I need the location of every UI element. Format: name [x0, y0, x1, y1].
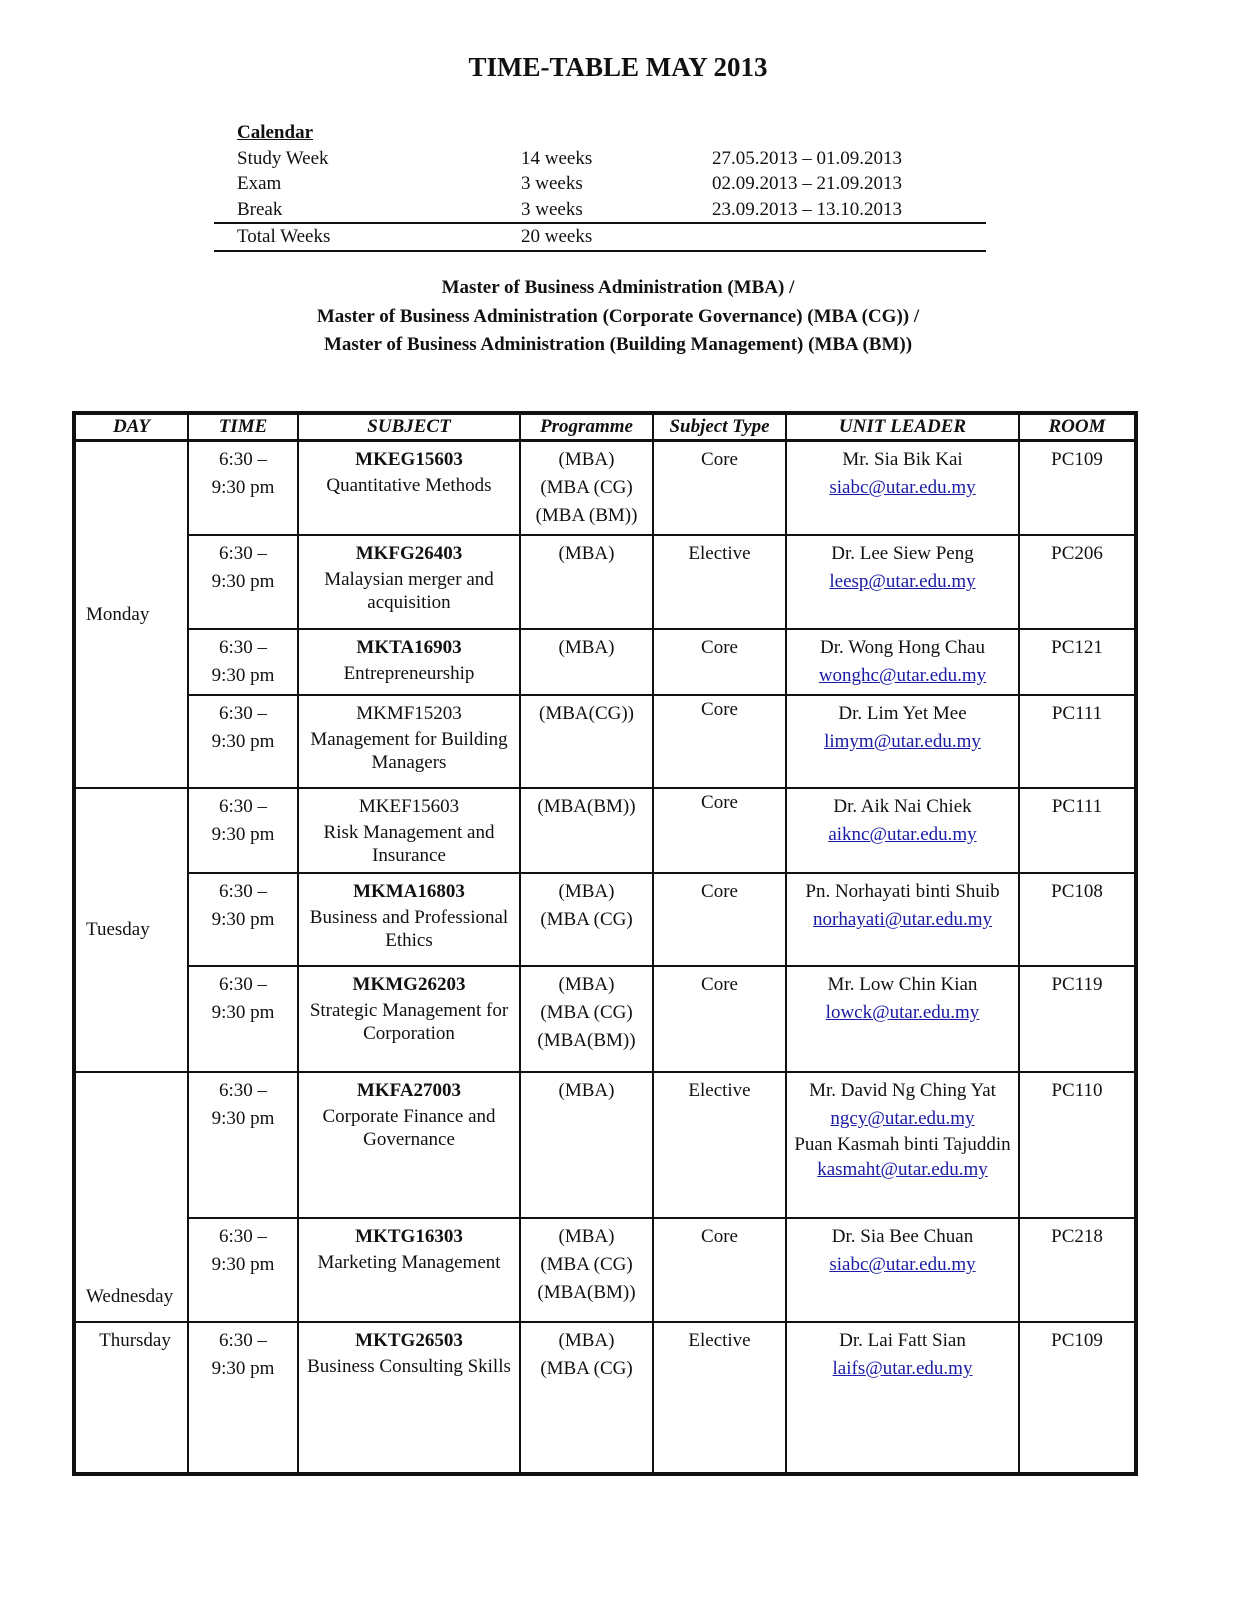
- subject-name: Risk Management and Insurance: [323, 822, 495, 866]
- room-cell: PC111: [1019, 788, 1136, 873]
- unit-leader-cell: [786, 788, 1019, 873]
- unit-leader-cell: [786, 1218, 1019, 1322]
- programme-text: (MBA (CG): [540, 1002, 633, 1023]
- day-cell: Wednesday: [74, 1072, 188, 1322]
- subject-cell: [298, 873, 520, 966]
- room-cell: PC108: [1019, 873, 1136, 966]
- subject-code: MKEG15603: [355, 449, 463, 470]
- subject-code: MKFG26403: [355, 543, 463, 564]
- subject-code: MKFA27003: [356, 1080, 462, 1101]
- subject-type-cell: Core: [653, 966, 786, 1072]
- programme-cell: [520, 629, 653, 695]
- programme-title: Master of Business Administration (Corporate Governance) (MBA (CG)) /: [316, 305, 920, 327]
- programme-text: (MBA(BM)): [537, 1030, 636, 1051]
- subject-cell: [298, 1218, 520, 1322]
- room-cell: PC206: [1019, 535, 1136, 629]
- subject-cell: [298, 788, 520, 873]
- subject-code: MKTG16303: [355, 1226, 463, 1247]
- subject-name: Marketing Management: [317, 1252, 501, 1273]
- table-row: [74, 1322, 1136, 1474]
- subject-code: MKMA16803: [353, 881, 465, 902]
- time-text: 9:30 pm: [211, 1358, 275, 1379]
- time-text: 6:30 –: [218, 1080, 268, 1101]
- programme-text: (MBA (BM)): [535, 505, 638, 526]
- room-cell: PC110: [1019, 1072, 1136, 1218]
- subject-code: MKMF15203: [356, 703, 462, 724]
- time-cell: [188, 441, 298, 536]
- programme-cell: [520, 966, 653, 1072]
- programme-cell: [520, 1072, 653, 1218]
- subject-cell: [298, 441, 520, 536]
- time-cell: [188, 535, 298, 629]
- time-text: 6:30 –: [218, 1226, 268, 1247]
- leader-email-link[interactable]: aiknc@utar.edu.my: [828, 824, 977, 845]
- programme-cell: [520, 1218, 653, 1322]
- programme-text: (MBA (CG): [540, 1358, 633, 1379]
- table-row: [74, 629, 1136, 695]
- room-cell: PC218: [1019, 1218, 1136, 1322]
- calendar-duration: 3 weeks: [521, 198, 583, 220]
- subject-type-cell: Core: [653, 788, 786, 873]
- programme-cell: [520, 441, 653, 536]
- subject-name: Strategic Management for Corporation: [309, 1000, 509, 1044]
- time-cell: [188, 1218, 298, 1322]
- subject-type-cell: Elective: [653, 535, 786, 629]
- page-title: TIME-TABLE MAY 2013: [468, 52, 768, 82]
- time-cell: [188, 629, 298, 695]
- table-row: [74, 535, 1136, 629]
- leader-name: Dr. Lee Siew Peng: [831, 543, 974, 564]
- calendar-dates: 02.09.2013 – 21.09.2013: [712, 173, 902, 194]
- unit-leader-cell: [786, 966, 1019, 1072]
- unit-leader-cell: [786, 873, 1019, 966]
- calendar-label: Break: [237, 198, 283, 220]
- subject-code: MKMG26203: [352, 974, 466, 995]
- subject-name: Entrepreneurship: [343, 663, 475, 684]
- leader-name: Mr. Low Chin Kian: [827, 974, 978, 995]
- leader-email-link[interactable]: leesp@utar.edu.my: [829, 571, 976, 592]
- table-row: [74, 788, 1136, 873]
- header-time: TIME: [188, 413, 298, 441]
- subject-cell: [298, 1322, 520, 1474]
- leader-name: Mr. David Ng Ching Yat: [809, 1080, 996, 1101]
- leader-name: Pn. Norhayati binti Shuib: [805, 881, 1000, 902]
- header-subject: SUBJECT: [298, 413, 520, 441]
- subject-type-cell: Core: [653, 695, 786, 788]
- programme-text: (MBA (CG): [540, 1254, 633, 1275]
- subject-name: Malaysian merger and acquisition: [324, 569, 494, 613]
- subject-type-cell: Core: [653, 1218, 786, 1322]
- time-text: 6:30 –: [218, 796, 268, 817]
- leader-email-link[interactable]: wonghc@utar.edu.my: [818, 665, 987, 686]
- time-cell: [188, 873, 298, 966]
- unit-leader-cell: [786, 629, 1019, 695]
- programme-text: (MBA(CG)): [539, 703, 634, 724]
- leader-email-link[interactable]: ngcy@utar.edu.my: [830, 1108, 975, 1129]
- leader-email-link[interactable]: siabc@utar.edu.my: [829, 1254, 976, 1275]
- subject-code: MKTG26503: [355, 1330, 463, 1351]
- time-text: 6:30 –: [218, 449, 268, 470]
- programme-cell: [520, 873, 653, 966]
- header-unit-leader: UNIT LEADER: [786, 413, 1019, 441]
- subject-type-cell: Elective: [653, 1322, 786, 1474]
- time-text: 9:30 pm: [211, 1108, 275, 1129]
- unit-leader-cell: [786, 1322, 1019, 1474]
- subject-type-cell: Core: [653, 629, 786, 695]
- subject-name: Business and Professional Ethics: [309, 907, 509, 951]
- programme-text: (MBA (CG): [540, 909, 633, 930]
- leader-name: Mr. Sia Bik Kai: [842, 449, 963, 470]
- leader-name: Dr. Wong Hong Chau: [820, 637, 985, 658]
- calendar-section: [226, 120, 986, 252]
- time-text: 9:30 pm: [211, 1254, 275, 1275]
- calendar-label: Exam: [237, 173, 282, 194]
- subject-name: Management for Building Managers: [310, 729, 508, 773]
- calendar-heading: Calendar: [237, 122, 313, 143]
- subject-cell: [298, 695, 520, 788]
- leader-email-link[interactable]: lowck@utar.edu.my: [825, 1002, 980, 1023]
- calendar-total-duration: 20 weeks: [521, 226, 593, 247]
- table-row: [74, 441, 1136, 536]
- programme-title: Master of Business Administration (MBA) /: [441, 277, 795, 298]
- subject-name: Corporate Finance and Governance: [322, 1106, 496, 1150]
- programme-text: (MBA): [558, 974, 615, 995]
- programme-cell: [520, 788, 653, 873]
- programme-titles: [0, 274, 1236, 360]
- unit-leader-cell: [786, 441, 1019, 536]
- subject-cell: [298, 1072, 520, 1218]
- programme-title: Master of Business Administration (Building Management) (MBA (BM)): [323, 334, 913, 355]
- unit-leader-cell: [786, 535, 1019, 629]
- calendar-dates: 27.05.2013 – 01.09.2013: [712, 147, 902, 169]
- unit-leader-cell: [786, 695, 1019, 788]
- calendar-label: Study Week: [237, 147, 329, 169]
- subject-cell: [298, 629, 520, 695]
- programme-cell: [520, 535, 653, 629]
- subject-cell: [298, 966, 520, 1072]
- leader-email-link[interactable]: kasmaht@utar.edu.my: [817, 1159, 988, 1180]
- subject-name: Business Consulting Skills: [307, 1356, 511, 1377]
- leader-name: Dr. Lai Fatt Sian: [839, 1330, 966, 1351]
- time-text: 9:30 pm: [211, 1002, 275, 1023]
- time-cell: [188, 695, 298, 788]
- leader-name: Puan Kasmah binti Tajuddin: [794, 1134, 1011, 1155]
- leader-name: Dr. Sia Bee Chuan: [831, 1226, 974, 1247]
- table-row: [74, 1218, 1136, 1322]
- programme-text: (MBA): [558, 1330, 615, 1351]
- time-text: 6:30 –: [218, 637, 268, 658]
- timetable-table: [72, 411, 1138, 1476]
- time-text: 6:30 –: [218, 974, 268, 995]
- table-row: [74, 695, 1136, 788]
- calendar-duration: 3 weeks: [521, 173, 583, 194]
- unit-leader-cell: [786, 1072, 1019, 1218]
- time-cell: [188, 1322, 298, 1474]
- table-row: [74, 966, 1136, 1072]
- time-text: 9:30 pm: [211, 477, 275, 498]
- programme-text: (MBA): [558, 1226, 615, 1247]
- table-row: [74, 1072, 1136, 1218]
- table-header-row: [74, 413, 1136, 441]
- programme-text: (MBA(BM)): [537, 1282, 636, 1303]
- time-cell: [188, 966, 298, 1072]
- time-text: 9:30 pm: [211, 665, 275, 686]
- time-text: 6:30 –: [218, 543, 268, 564]
- programme-text: (MBA): [558, 543, 615, 564]
- subject-code: MKTA16903: [356, 637, 462, 658]
- time-cell: [188, 788, 298, 873]
- calendar-total-label: Total Weeks: [237, 226, 331, 247]
- header-subject-type: Subject Type: [653, 413, 786, 441]
- time-text: 6:30 –: [218, 703, 268, 724]
- programme-text: (MBA): [558, 449, 615, 470]
- subject-code: MKEF15603: [358, 796, 460, 817]
- leader-email-link[interactable]: norhayati@utar.edu.my: [813, 909, 992, 930]
- leader-name: Dr. Lim Yet Mee: [838, 703, 967, 724]
- time-text: 9:30 pm: [211, 909, 275, 930]
- leader-email-link[interactable]: limym@utar.edu.my: [824, 731, 981, 752]
- day-cell: Thursday: [74, 1322, 188, 1474]
- calendar-dates: 23.09.2013 – 13.10.2013: [712, 198, 902, 220]
- programme-cell: [520, 1322, 653, 1474]
- time-text: 6:30 –: [218, 881, 268, 902]
- day-cell: Tuesday: [74, 788, 188, 1072]
- leader-name: Dr. Aik Nai Chiek: [833, 796, 972, 817]
- subject-name: Quantitative Methods: [326, 475, 492, 496]
- room-cell: PC109: [1019, 1322, 1136, 1474]
- programme-text: (MBA): [558, 881, 615, 902]
- subject-cell: [298, 535, 520, 629]
- programme-text: (MBA): [558, 1080, 615, 1101]
- subject-type-cell: Core: [653, 441, 786, 536]
- programme-cell: [520, 695, 653, 788]
- time-text: 6:30 –: [218, 1330, 268, 1351]
- calendar-duration: 14 weeks: [521, 147, 593, 169]
- subject-type-cell: Core: [653, 873, 786, 966]
- room-cell: PC119: [1019, 966, 1136, 1072]
- time-text: 9:30 pm: [211, 571, 275, 592]
- subject-type-cell: Elective: [653, 1072, 786, 1218]
- room-cell: PC121: [1019, 629, 1136, 695]
- header-day: DAY: [74, 413, 188, 441]
- programme-text: (MBA): [558, 637, 615, 658]
- day-cell: Monday: [74, 441, 188, 789]
- leader-email-link[interactable]: siabc@utar.edu.my: [829, 477, 976, 498]
- header-room: ROOM: [1019, 413, 1136, 441]
- time-text: 9:30 pm: [211, 731, 275, 752]
- table-row: [74, 873, 1136, 966]
- room-cell: PC111: [1019, 695, 1136, 788]
- header-programme: Programme: [520, 413, 653, 441]
- programme-text: (MBA (CG): [540, 477, 633, 498]
- time-text: 9:30 pm: [211, 824, 275, 845]
- leader-email-link[interactable]: laifs@utar.edu.my: [832, 1358, 973, 1379]
- time-cell: [188, 1072, 298, 1218]
- programme-text: (MBA(BM)): [537, 796, 636, 817]
- room-cell: PC109: [1019, 441, 1136, 536]
